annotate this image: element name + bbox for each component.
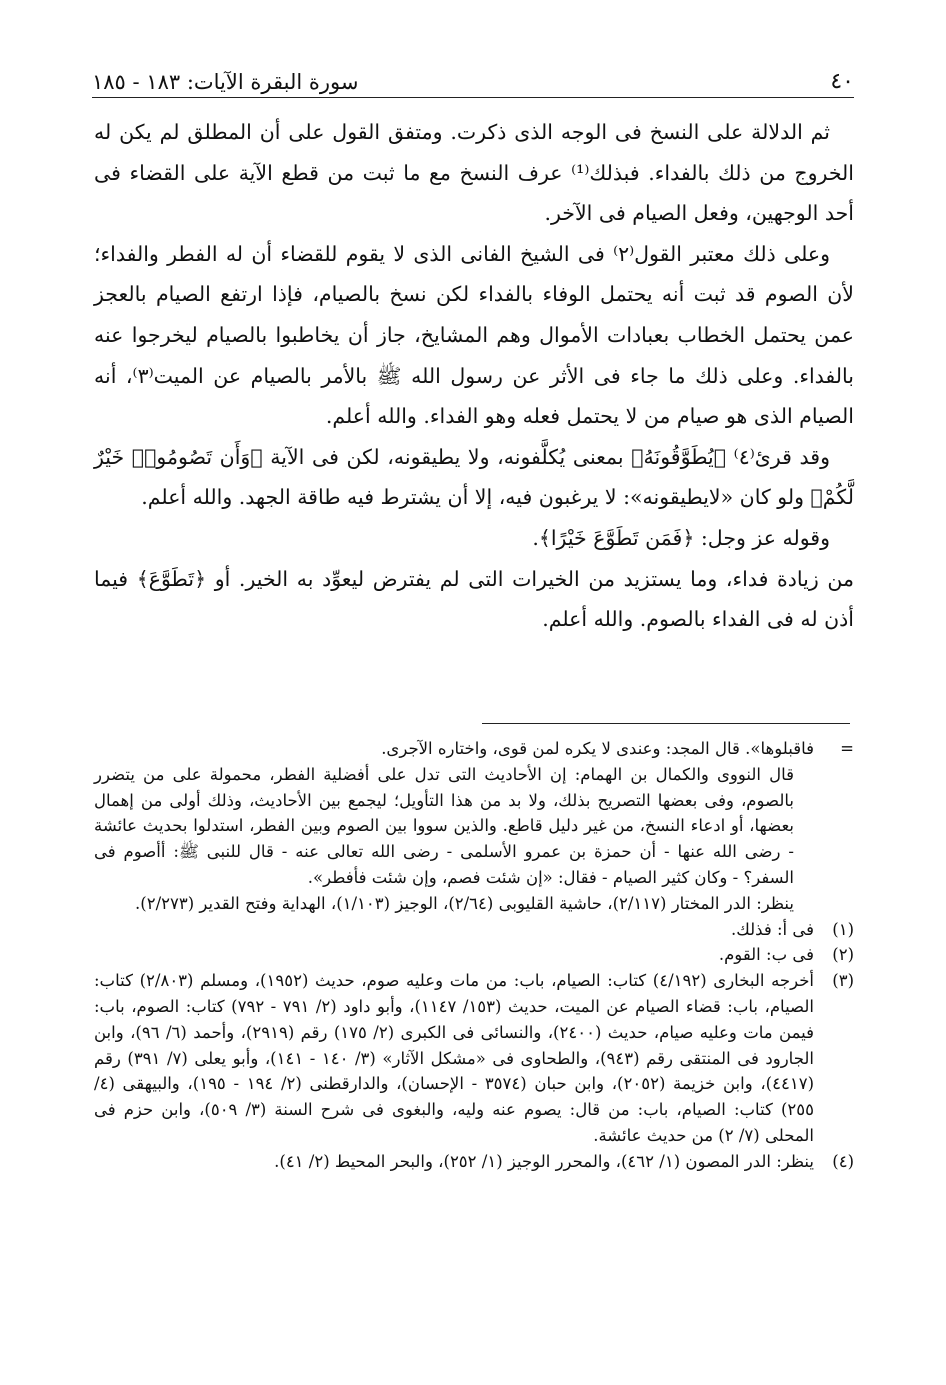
footnotes: [94, 736, 854, 1175]
paragraph: وعلى ذلك معتبر القول⁽٢⁾ فى الشيخ الفانى الذى لا يقوم للقضاء أن له الفطر والفداء؛ لأن الصوم قد ثبت أنه يحتمل الوفاء بالفداء لكن نسخ بالصيام، فإذا ارتفع الصيام بالعجز عمن يحتمل الخطاب بعبادات الأموال وهم المشايخ، جاز أن يخاطبوا بالصيام ليخرجوا عنه بالفداء. وعلى ذلك ما جاء فى الأثر عن رسول الله ﷺ بالأمر بالصيام عن الميت⁽٣⁾، أنه الصيام الذى هو صيام من لا يحتمل فعله وهو الفداء. والله أعلم.: [94, 241, 854, 429]
footnote-continuation: [94, 736, 854, 917]
page-number: ٤٠: [830, 69, 854, 94]
footnote-2: [94, 942, 854, 968]
footnote-mark: =: [840, 739, 854, 758]
paragraph: وقد قرئ⁽٤⁾ ﴿يُطَوَّقُونَهُ﴾ بمعنى يُكلَّفونه، ولا يطيقونه، لكن فى الآية ﴿وَأَن تَصُومُوا۟ خَيْرٌ لَّكُمْ﴾ ولو كان «لايطيقونه»: لا يرغبون فيه، إلا أن يشترط فيه طاقة الجهد. والله أعلم.: [94, 444, 854, 510]
footnote-mark: (٢): [832, 945, 854, 965]
paragraph: وقوله عز وجل: ﴿فَمَن تَطَوَّعَ خَيْرًا﴾.: [532, 525, 830, 550]
footnote-line: ينظر: الدر المختار (٢/١١٧)، حاشية القليوبى (٢/٦٤)، الوجيز (١/١٠٣)، الهداية وفتح القدير (٢/٢٧٣).: [135, 893, 794, 913]
footnote-text: [94, 736, 814, 917]
footnote-text: ينظر: الدر المصون (١/ ٤٦٢)، والمحرر الوجيز (١/ ٢٥٢)، والبحر المحيط (٢/ ٤١).: [274, 1151, 814, 1171]
footnote-mark: (١): [832, 919, 854, 939]
footnote-separator: [482, 723, 850, 724]
paragraph: من زيادة فداء، وما يستزيد من الخيرات التى لم يفترض ليعوِّد به الخير. أو ﴿تَطَوَّعَ﴾ فيما أذن له فى الفداء بالصوم. والله أعلم.: [94, 566, 854, 632]
footnote-text: فى ب: القوم.: [718, 945, 814, 965]
running-title: سورة البقرة الآيات: ١٨٣ - ١٨٥: [92, 70, 359, 94]
footnote-1: [94, 917, 854, 943]
footnote-text: أخرجه البخارى (٤/١٩٢) كتاب: الصيام، باب: من مات وعليه صوم، حديث (١٩٥٢)، ومسلم (٢/٨٠٣) كتاب: الصيام، باب: قضاء الصيام عن الميت، حديث (١٥٣/ ١١٤٧)، وأبو داود (٢/ ٧٩١ - ٧٩٢) كتاب: الصوم، باب: فيمن مات وعليه صيام، حديث (٢٤٠٠)، والنسائى فى الكبرى (٢/ ١٧٥) رقم (٢٩١٩)، وأحمد (٦/ ٩٦)، وابن الجارود فى المنتقى رقم (٩٤٣)، والطحاوى فى «مشكل الآثار» (٣/ ١٤٠ - ١٤١)، وأبو يعلى (٧/ ٣٩١) رقم (٤٤١٧)، وابن خزيمة (٢٠٥٢)، وابن حبان (٣٥٧٤ - الإحسان)، والدارقطنى (٢/ ١٩٤ - ١٩٥)، والبيهقى (٤/ ٢٥٥) كتاب: الصيام، باب: من قال: يصوم عنه وليه، والبغوى فى شرح السنة (٣/ ٥٠٩)، وابن حزم فى المحلى (٧/ ٢) من حديث عائشة.: [94, 971, 815, 1145]
footnote-line: فاقبلوها». قال المجد: وعندى لا يكره لمن قوى، واختاره الآجرى.: [381, 739, 814, 758]
footnote-4: [94, 1149, 854, 1175]
footnote-text: فى أ: فذلك.: [731, 919, 814, 939]
page-header: [92, 54, 854, 98]
paragraph: ثم الدلالة على النسخ فى الوجه الذى ذكرت. ومتفق القول على أن المطلق لم يكن له الخروج من ذلك بالفداء. فبذلك⁽¹⁾ عرف النسخ مع ما ثبت من قطع الآية على القضاء فى أحد الوجهين، وفعل الصيام فى الآخر.: [94, 120, 854, 226]
footnote-3: [94, 968, 854, 1149]
footnote-mark: (٤): [832, 1151, 854, 1171]
footnote-mark: (٣): [832, 971, 854, 991]
footnote-line: قال النووى والكمال بن الهمام: إن الأحاديث التى تدل على أفضلية الفطر، محمولة على من يتضرر بالصوم، وفى بعضها التصريح بذلك، ولا بد من هذا التأويل؛ ليجمع بين الأحاديث، وذلك أولى من إهمال بعضها، أو ادعاء النسخ، من غير دليل قاطع. والذين سووا بين الصوم وبين الفطر، استدلوا بحديث عائشة - رضى الله عنها - أن حمزة بن عمرو الأسلمى - رضى الله تعالى عنه - قال للنبى ﷺ: أأصوم فى السفر؟ - وكان كثير الصيام - فقال: «إن شئت فصم، وإن شئت فأفطر».: [94, 764, 794, 887]
main-text: [94, 112, 854, 640]
